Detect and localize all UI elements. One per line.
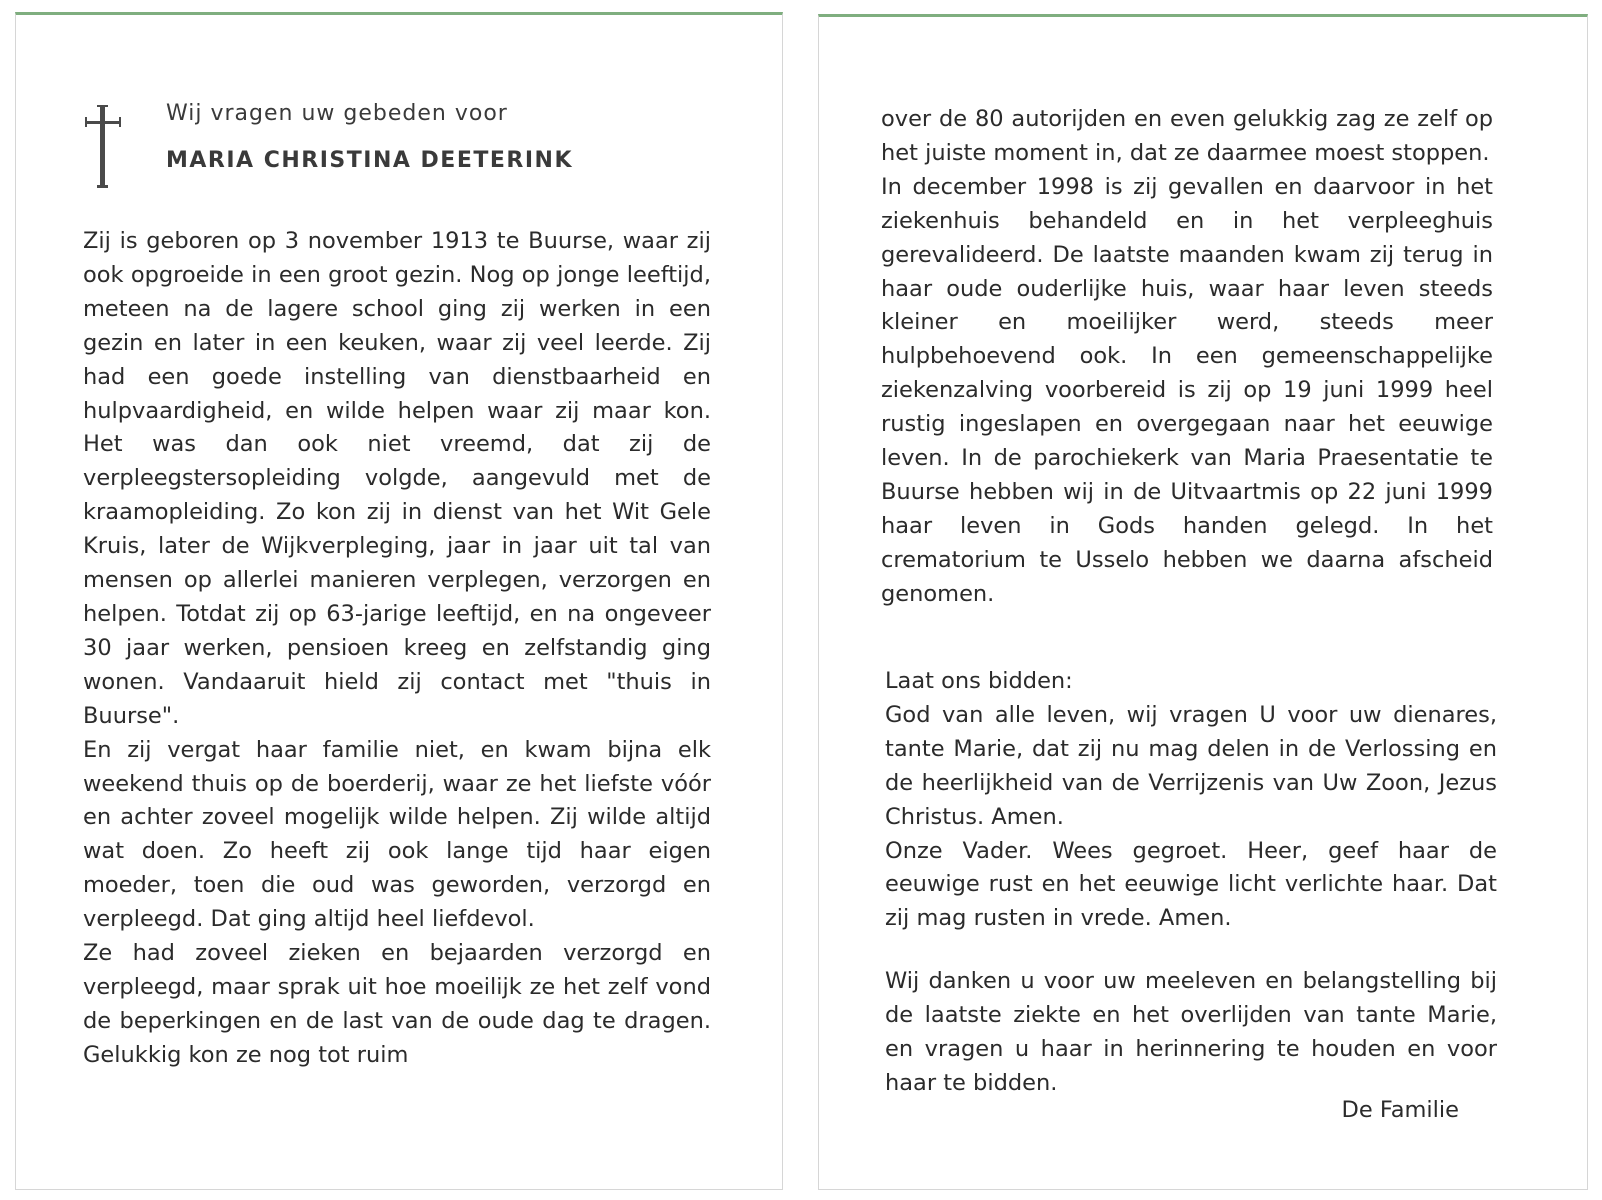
thanks-text: Wij danken u voor uw meeleven en belangstelling bij de laatste ziekte en het overlijden van tante Marie, en vragen u haar in herinnering te houden en voor haar te bidden. xyxy=(885,968,1497,1096)
biography-paragraph: over de 80 autorijden en even gelukkig zag ze zelf op het juiste moment in, dat ze daarmee moest stoppen. xyxy=(881,106,1493,166)
prayer-section xyxy=(885,665,1497,936)
memorial-card-left xyxy=(15,12,783,1190)
signature: De Familie xyxy=(1341,1097,1459,1123)
biography-continued xyxy=(881,103,1493,612)
prayer-line: Onze Vader. Wees gegroet. Heer, geef haar de eeuwige rust en het eeuwige licht verlichte haar. Dat zij mag rusten in vrede. Amen. xyxy=(885,837,1497,932)
deceased-name: MARIA CHRISTINA DEETERINK xyxy=(166,148,573,173)
intro-text: Wij vragen uw gebeden voor xyxy=(166,101,508,126)
biography-paragraph: Zij is geboren op 3 november 1913 te Buurse, waar zij ook opgroeide in een groot gezin. Nog op jonge leeftijd, meteen na de lagere school ging zij werken in een gezin en later in een keuken, waar zij veel leerde. Zij had een goede instelling van dienstbaarheid en hulpvaardigheid, en wilde helpen waar zij maar kon. Het was dan ook niet vreemd, dat zij de verpleegstersopleiding volgde, aangevuld met de kraamopleiding. Zo kon zij in dienst van het Wit Gele Kruis, later de Wijkverpleging, jaar in jaar uit tal van mensen op allerlei manieren verplegen, verzorgen en helpen. Totdat zij op 63-jarige leeftijd, en na ongeveer 30 jaar werken, pensioen kreeg en zelfstandig ging wonen. Vandaaruit hield zij contact met "thuis in Buurse". xyxy=(83,228,711,729)
cross-icon xyxy=(83,103,123,189)
biography-paragraph: En zij vergat haar familie niet, en kwam bijna elk weekend thuis op de boerderij, waar ze het liefste vóór en achter zoveel mogelijk wilde helpen. Zij wilde altijd wat doen. Zo heeft zij ook lange tijd haar eigen moeder, toen die oud was geworden, verzorgd en verpleegd. Dat ging altijd heel liefdevol. xyxy=(83,736,711,933)
memorial-card-right xyxy=(818,14,1588,1190)
prayer-line: God van alle leven, wij vragen U voor uw dienares, tante Marie, dat zij nu mag delen in de Verlossing en de heerlijkheid van de Verrijzenis van Uw Zoon, Jezus Christus. Amen. xyxy=(885,701,1497,830)
biography-paragraph: In december 1998 is zij gevallen en daarvoor in het ziekenhuis behandeld en in het verpleeghuis gerevalideerd. De laatste maanden kwam zij terug in haar oude ouderlijke huis, waar haar leven steeds kleiner en moeilijker werd, steeds meer hulpbehoevend ook. In een gemeenschappelijke ziekenzalving voorbereid is zij op 19 juni 1999 heel rustig ingeslapen en overgegaan naar het eeuwige leven. In de parochiekerk van Maria Praesentatie te Buurse hebben wij in de Uitvaartmis op 22 juni 1999 haar leven in Gods handen gelegd. In het crematorium te Usselo hebben we daarna afscheid genomen. xyxy=(881,173,1493,607)
biography-paragraph: Ze had zoveel zieken en bejaarden verzorgd en verpleegd, maar sprak uit hoe moeilijk ze het zelf vond de beperkingen en de last van de oude dag te dragen. Gelukkig kon ze nog tot ruim xyxy=(83,940,711,1068)
thanks-section xyxy=(885,965,1497,1101)
prayer-heading: Laat ons bidden: xyxy=(885,668,1073,694)
biography-text xyxy=(83,225,711,1073)
